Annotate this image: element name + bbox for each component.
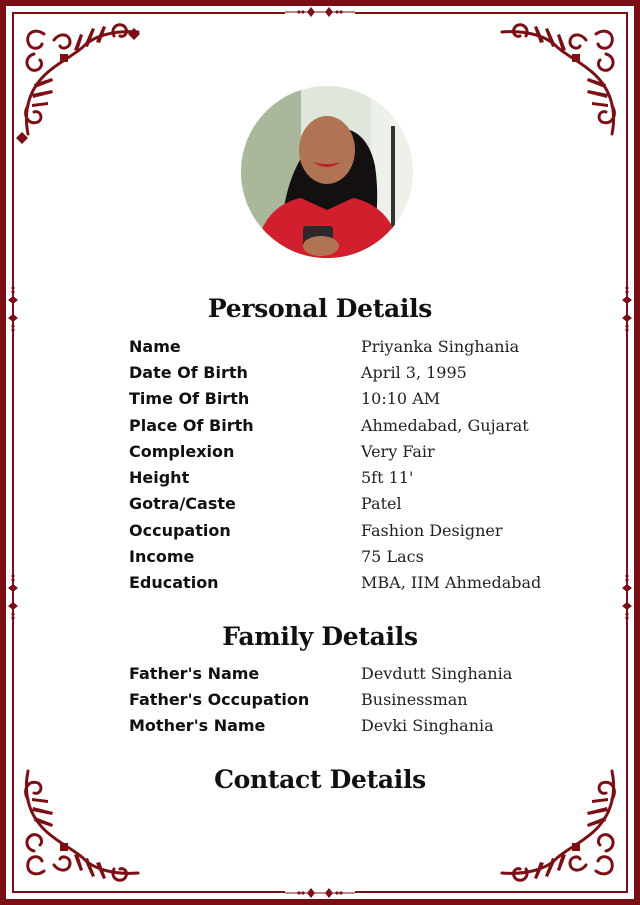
detail-row [129, 359, 559, 385]
detail-label: Place Of Birth [129, 415, 254, 435]
detail-label: Date Of Birth [129, 362, 248, 382]
detail-value: Businessman [361, 689, 468, 709]
detail-value: Devki Singhania [361, 716, 494, 736]
detail-label: Father's Occupation [129, 689, 310, 709]
detail-label: Gotra/Caste [129, 494, 236, 514]
detail-row [129, 543, 559, 569]
detail-label: Height [129, 468, 190, 488]
family-details-heading: Family Details [222, 622, 418, 651]
profile-photo [241, 86, 413, 258]
edge-ornament-icon [285, 5, 355, 19]
detail-label: Name [129, 336, 181, 356]
personal-details-heading: Personal Details [207, 294, 433, 323]
detail-label: Time Of Birth [129, 389, 250, 409]
detail-row [129, 412, 559, 438]
detail-row [129, 570, 559, 596]
detail-row [129, 464, 559, 490]
detail-label: Education [129, 573, 219, 593]
detail-row [129, 686, 559, 712]
detail-label: Income [129, 547, 195, 567]
detail-value: Ahmedabad, Gujarat [361, 415, 529, 435]
detail-label: Complexion [129, 441, 235, 461]
detail-row [129, 333, 559, 359]
detail-value: 5ft 11' [361, 468, 414, 488]
detail-row [129, 660, 559, 686]
detail-value: Patel [361, 494, 402, 514]
detail-value: 75 Lacs [361, 547, 424, 567]
detail-value: Very Fair [361, 441, 435, 461]
family-details-list [129, 660, 559, 739]
detail-value: April 3, 1995 [361, 362, 467, 382]
detail-value: MBA, IIM Ahmedabad [361, 573, 542, 593]
corner-ornament-icon [496, 14, 626, 144]
detail-row [129, 491, 559, 517]
personal-details-list [129, 333, 559, 596]
detail-value: Fashion Designer [361, 520, 503, 540]
corner-ornament-icon [14, 14, 144, 144]
detail-row [129, 713, 559, 739]
detail-value: Priyanka Singhania [361, 336, 520, 356]
detail-row [129, 438, 559, 464]
detail-label: Mother's Name [129, 716, 266, 736]
detail-row [129, 517, 559, 543]
detail-label: Father's Name [129, 663, 260, 683]
detail-value: Devdutt Singhania [361, 663, 513, 683]
edge-ornament-icon [285, 886, 355, 900]
detail-value: 10:10 AM [361, 389, 441, 409]
detail-row [129, 386, 559, 412]
detail-label: Occupation [129, 520, 231, 540]
contact-details-heading: Contact Details [214, 765, 426, 794]
